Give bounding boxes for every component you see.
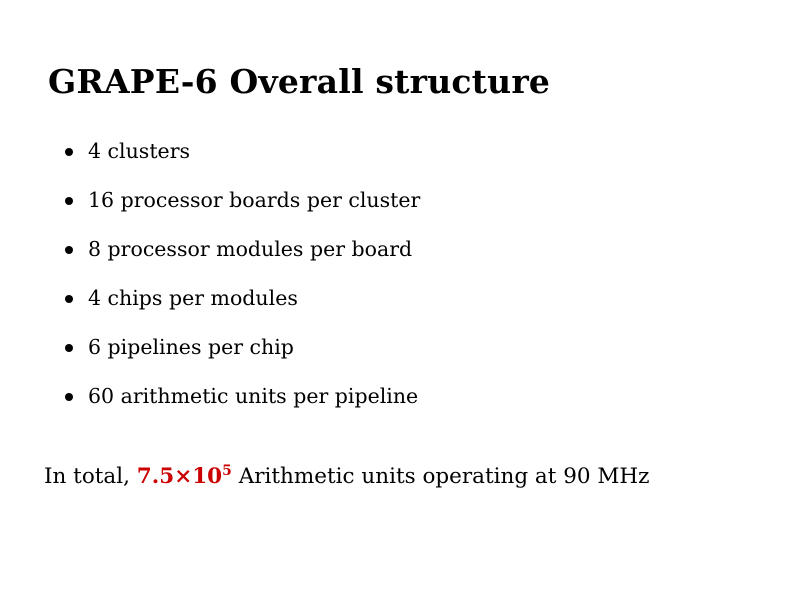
page-title: GRAPE-6 Overall structure: [48, 62, 551, 101]
bullet-dot-icon: [65, 246, 73, 254]
list-item: [60, 140, 760, 163]
list-item: [60, 287, 760, 310]
list-item-label: 4 chips per modules: [88, 286, 298, 311]
list-item-label: 6 pipelines per chip: [88, 335, 294, 360]
summary-exponent: 5: [222, 462, 232, 479]
list-item: [60, 336, 760, 359]
list-item: [60, 238, 760, 261]
bullet-dot-icon: [65, 393, 73, 401]
multiplication-sign-icon: ×: [174, 464, 193, 489]
bullet-dot-icon: [65, 344, 73, 352]
summary-lead: In total,: [44, 464, 130, 489]
list-item: [60, 385, 760, 408]
list-item-label: 60 arithmetic units per pipeline: [88, 384, 419, 409]
list-item-label: 8 processor modules per board: [88, 237, 413, 262]
bullet-dot-icon: [65, 148, 73, 156]
list-item: [60, 189, 760, 212]
summary-text: [44, 462, 754, 493]
bullet-list: [60, 140, 760, 434]
list-item-label: 4 clusters: [88, 139, 191, 163]
summary-base: 10: [192, 464, 223, 489]
summary-tail: Arithmetic units operating at 90 MHz: [238, 464, 650, 489]
list-item-label: 16 processor boards per cluster: [88, 188, 421, 213]
bullet-dot-icon: [65, 295, 73, 303]
summary-mantissa: 7.5: [136, 464, 175, 489]
bullet-dot-icon: [65, 197, 73, 205]
summary-highlight: [137, 464, 232, 489]
